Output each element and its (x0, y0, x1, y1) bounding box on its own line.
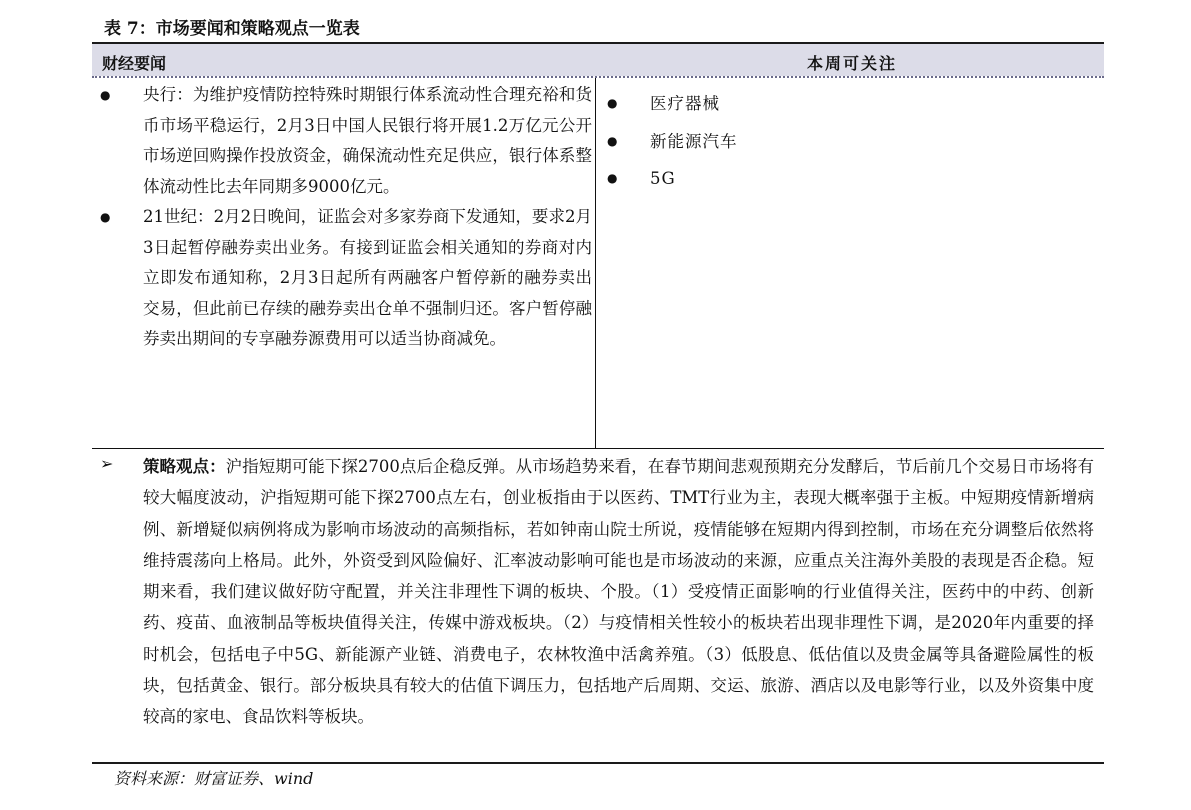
header-watch-this-week: 本周可关注 (806, 54, 897, 73)
watch-item: ● 医疗器械 (607, 85, 738, 123)
strategy-body: 沪指短期可能下探2700点后企稳反弹。从市场趋势来看，在春节期间悲观预期充分发酵后，节后前几个交易日市场将有较大幅度波动，沪指短期可能下探2700点左右，创业板指由于以医药、TMT行业为主，表现大概率强于主板。中短期疫情新增病例、新增疑似病例将成为影响市场波动的高频指标，若如钟南山院士所说，疫情能够在短期内得到控制，市场在充分调整后依然将维持震荡向上格局。此外，外资受到风险偏好、汇率波动影响可能也是市场波动的来源，应重点关注海外美股的表现是否企稳。短期来看，我们建议做好防守配置，并关注非理性下调的板块、个股。（1）受疫情正面影响的行业值得关注，医药中的中药、创新药、疫苗、血液制品等板块值得关注，传媒中游戏板块。（2）与疫情相关性较小的板块若出现非理性下调，是2020年内重要的择时机会，包括电子中5G、新能源产业链、消费电子，农林牧渔中活禽养殖。（3）低股息、低估值以及贵金属等具备避险属性的板块，包括黄金、银行。部分板块具有较大的估值下调压力，包括地产后周期、交运、旅游、酒店以及电影等行业，以及外资集中度较高的家电、食品饮料等板块。 (143, 457, 1094, 727)
strategy-paragraph (143, 451, 1094, 733)
watch-item: ● 5G (607, 160, 738, 198)
column-divider (595, 78, 596, 448)
table-caption: 表 7：市场要闻和策略观点一览表 (104, 19, 360, 39)
arrow-bullet-icon: ➢ (100, 454, 114, 473)
bottom-rule (92, 762, 1104, 764)
section-divider (92, 448, 1104, 449)
strategy-heading: 策略观点： (143, 457, 226, 476)
news-list (100, 80, 592, 355)
header-financial-news: 财经要闻 (102, 54, 167, 73)
watch-list (607, 85, 738, 198)
header-dotted-divider (92, 76, 1104, 78)
news-item: ● 央行：为维护疫情防控特殊时期银行体系流动性合理充裕和货币市场平稳运行，2月3日中国人民银行将开展1.2万亿元公开市场逆回购操作投放资金，确保流动性充足供应，银行体系整体流动性比去年同期多9000亿元。 (100, 80, 592, 202)
source-note: 资料来源：财富证券、wind (114, 769, 314, 788)
strategy-section (100, 451, 1094, 733)
news-item: ● 21世纪：2月2日晚间，证监会对多家券商下发通知，要求2月3日起暂停融券卖出业务。有接到证监会相关通知的券商对内立即发布通知称，2月3日起所有两融客户暂停新的融券卖出交易，但此前已存续的融券卖出仓单不强制归还。客户暂停融券卖出期间的专享融券源费用可以适当协商减免。 (100, 202, 592, 355)
watch-item: ● 新能源汽车 (607, 123, 738, 161)
